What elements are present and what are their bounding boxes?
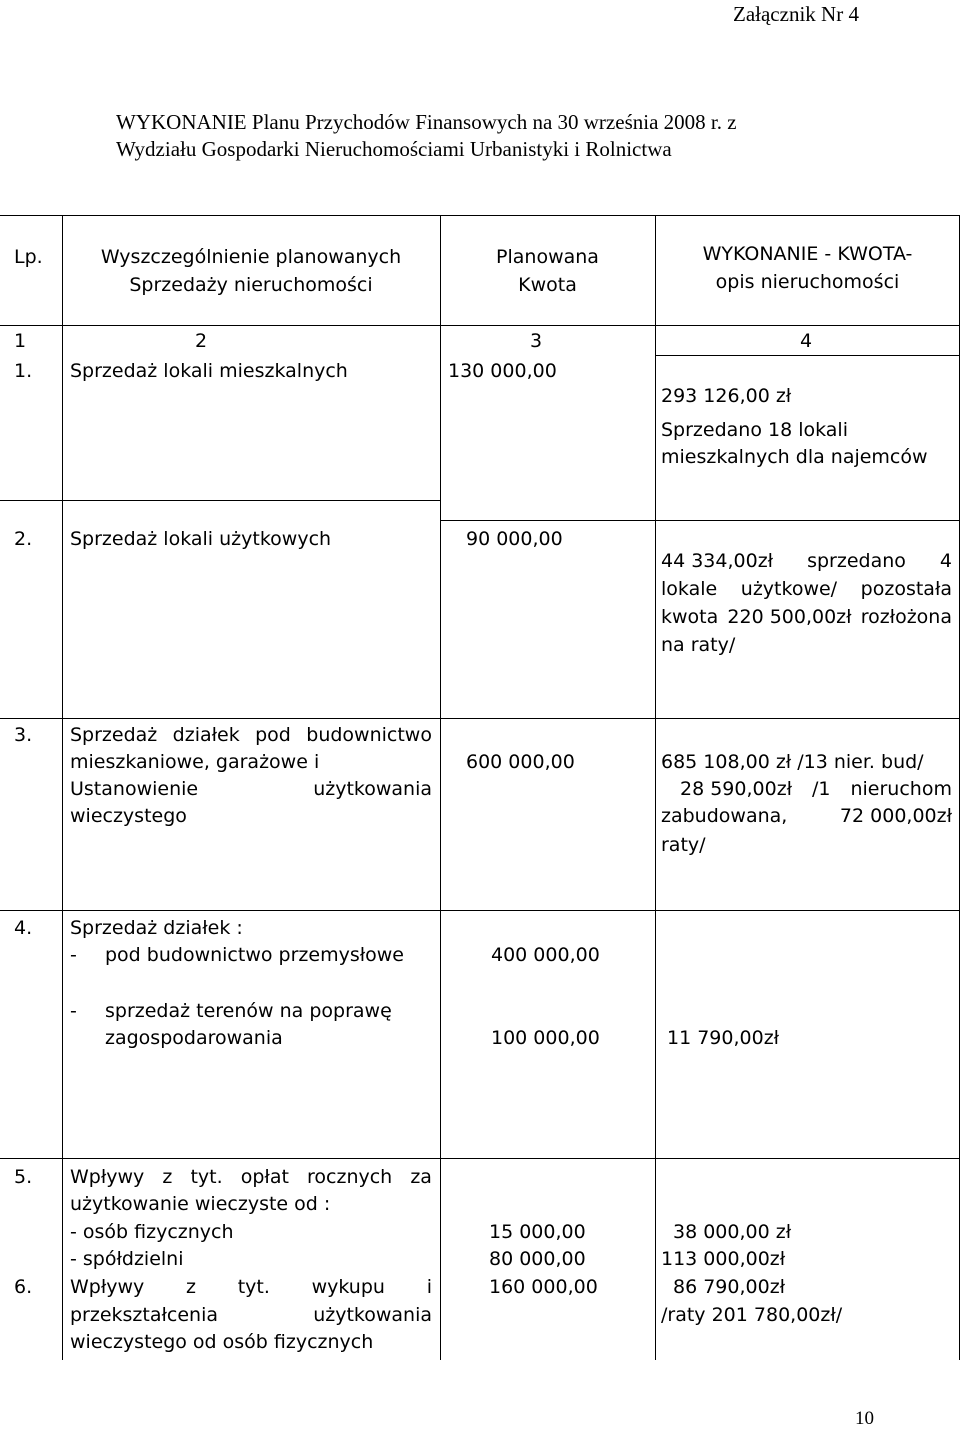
r1-exec-line2: Sprzedano 18 lokali [661,419,848,441]
r5-desc-line1 [70,1166,432,1188]
r2-exec-line4: na raty/ [661,634,736,656]
r6-desc-word: i [426,1276,432,1298]
r6-desc-word: użytkowania [313,1304,432,1326]
r5-desc-word: z [162,1166,173,1188]
header-exec-line1: WYKONANIE - KWOTA- [702,243,913,265]
r3-desc-line2: mieszkaniowe, garażowe i [70,751,320,773]
r6-lp: 6. [14,1276,33,1298]
rule-header-bottom [0,325,960,326]
r2-lp: 2. [14,528,33,550]
r2-exec-word: sprzedano [807,550,906,572]
r3-exec-line3 [661,805,952,827]
r3-desc-word: użytkowania [313,778,432,800]
r2-plan: 90 000,00 [466,528,563,550]
r1-desc: Sprzedaż lokali mieszkalnych [70,360,348,382]
r4-sub2-plan: 100 000,00 [491,1027,600,1049]
r3-exec-word: 72 000,00zł [839,805,952,827]
rule-r1-right [440,520,960,521]
r5-desc-word: tyt. [190,1166,223,1188]
col-number-3: 3 [530,330,543,352]
r4-lp: 4. [14,917,33,939]
r6-desc-word: Wpływy [70,1276,145,1298]
header-spec-line1: Wyszczególnienie planowanych [100,246,402,268]
rule-top [0,215,960,216]
r6-desc-word: wykupu [311,1276,385,1298]
r5-desc-line4: - spółdzielni [70,1248,184,1270]
r4-sub1-dash: - [70,944,77,966]
r3-exec-line1: 685 108,00 zł /13 nier. bud/ [661,751,924,773]
r1-plan: 130 000,00 [448,360,557,382]
header-spec-line2: Sprzedaży nieruchomości [129,274,373,296]
r3-desc-line1 [70,724,432,746]
r4-sub1-plan: 400 000,00 [491,944,600,966]
r2-exec-word: 220 500,00zł [727,606,852,628]
r3-desc-word: pod [255,724,291,746]
rule-r1-left [0,500,440,501]
r3-plan: 600 000,00 [466,751,575,773]
r6-desc-line2 [70,1304,432,1326]
r4-desc-line1: Sprzedaż działek : [70,917,243,939]
vline-desc [440,215,441,1360]
header-exec-line2: opis nieruchomości [715,271,900,293]
r2-exec-word: pozostała [860,578,952,600]
vline-plan [655,215,656,1360]
r6-desc-word: z [186,1276,196,1298]
r3-exec-word: /1 [812,778,831,800]
r2-exec-word: rozłożona [860,606,952,628]
r2-exec-line1 [661,550,952,572]
r5-lp: 5. [14,1166,33,1188]
r5-exec-1: 38 000,00 zł [673,1221,792,1243]
r2-exec-word: 44 334,00zł [661,550,774,572]
r6-desc-word: tyt. [237,1276,270,1298]
r3-desc-line4: wieczystego [70,805,187,827]
r1-exec-line3: mieszkalnych dla najemców [661,446,928,468]
r3-desc-word: Ustanowienie [70,778,199,800]
r2-exec-word: użytkowe/ [740,578,838,600]
r5-exec-2: 113 000,00zł [661,1248,786,1270]
r5-plan-2: 80 000,00 [489,1248,586,1270]
r2-exec-word: 4 [939,550,952,572]
r6-desc-line1 [70,1276,432,1298]
r3-exec-word: nieruchom [850,778,952,800]
annex-label: Załącznik Nr 4 [733,2,859,26]
r3-exec-line2 [680,778,952,800]
r2-exec-word: lokale [661,578,718,600]
r1-exec-line1: 293 126,00 zł [661,385,792,407]
r3-desc-word: działek [172,724,240,746]
r4-sub2-exec: 11 790,00zł [667,1027,780,1049]
r5-desc-word: rocznych [307,1166,393,1188]
title-line2: Wydziału Gospodarki Nieruchomościami Urbanistyki i Rolnictwa [116,137,672,161]
r2-exec-word: kwota [661,606,719,628]
rule-r3 [0,910,960,911]
r3-exec-word: zabudowana, [661,805,788,827]
r3-desc-word: Sprzedaż [70,724,158,746]
r5-desc-line3: - osób fizycznych [70,1221,234,1243]
r5-plan-1: 15 000,00 [489,1221,586,1243]
r5-desc-word: Wpływy [70,1166,145,1188]
rule-r4 [0,1158,960,1159]
r3-desc-word: budownictwo [306,724,432,746]
header-plan-line2: Kwota [518,274,577,296]
r3-desc-line3 [70,778,432,800]
r2-exec-line2 [661,578,952,600]
r5-desc-line2: użytkowanie wieczyste od : [70,1193,331,1215]
r6-desc-word: przekształcenia [70,1304,219,1326]
r4-sub2-dash: - [70,1000,77,1022]
r3-lp: 3. [14,724,33,746]
col-number-2: 2 [195,330,208,352]
r3-exec-line4: raty/ [661,834,706,856]
r6-exec-line1: 86 790,00zł [673,1276,786,1298]
r6-desc-line3: wieczystego od osób fizycznych [70,1331,374,1353]
page-number: 10 [855,1408,874,1429]
r2-desc: Sprzedaż lokali użytkowych [70,528,332,550]
r1-lp: 1. [14,360,33,382]
r3-exec-word: 28 590,00zł [680,778,793,800]
header-lp: Lp. [14,246,43,268]
r5-desc-word: opłat [240,1166,289,1188]
col-number-4: 4 [800,330,813,352]
header-plan-line1: Planowana [496,246,599,268]
col-number-1: 1 [14,330,27,352]
rule-exec-under-numbers [655,355,960,356]
title-line1: WYKONANIE Planu Przychodów Finansowych na 30 września 2008 r. z [116,110,737,134]
r4-sub2-text-line2: zagospodarowania [105,1027,283,1049]
rule-r2 [0,718,960,719]
vline-lp [62,215,63,1360]
r2-exec-line3 [661,606,952,628]
r4-sub2-text-line1: sprzedaż terenów na poprawę [105,1000,392,1022]
r6-plan: 160 000,00 [489,1276,598,1298]
r5-desc-word: za [410,1166,432,1188]
r4-sub1-text: pod budownictwo przemysłowe [105,944,404,966]
r6-exec-line2: /raty 201 780,00zł/ [661,1304,843,1326]
